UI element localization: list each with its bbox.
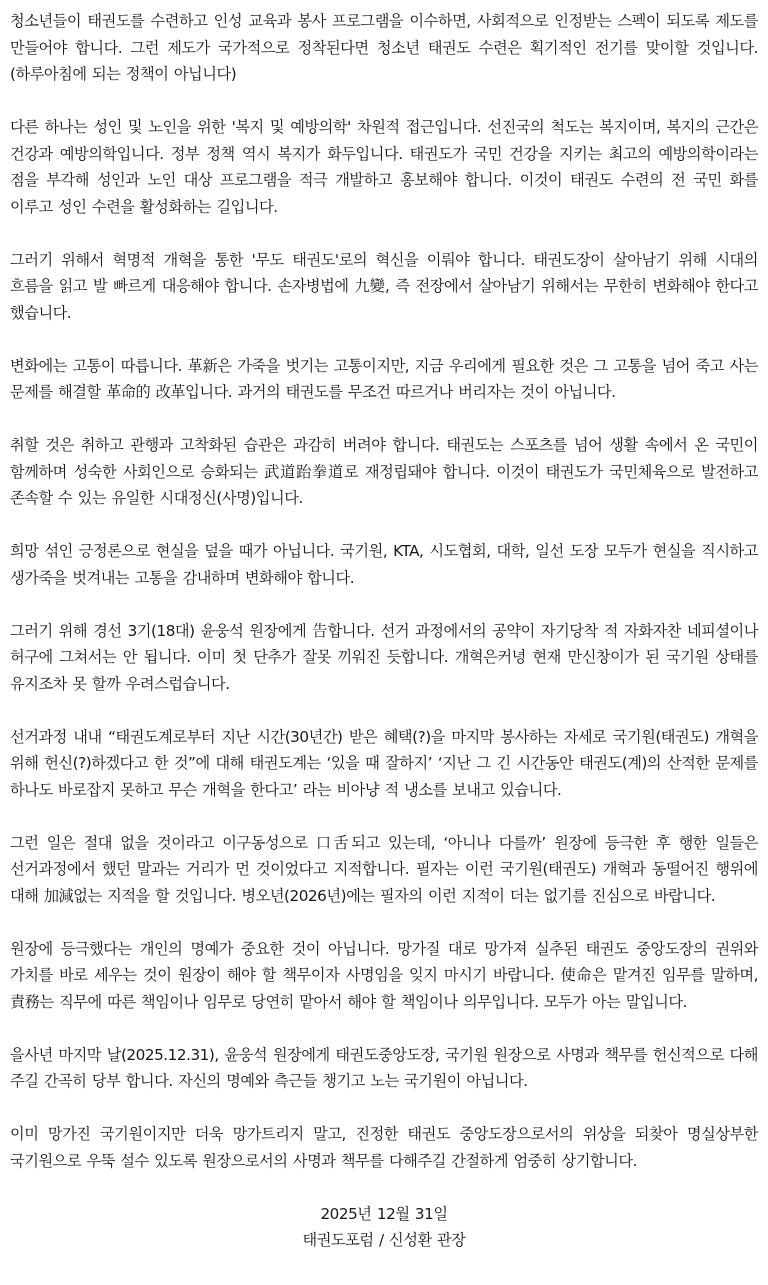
paragraph-9: 그런 일은 절대 없을 것이라고 이구동성으로 口舌되고 있는데, ‘아니나 다를까’ 원장에 등극한 후 행한 일들은 선거과정에서 했던 말과는 거리가 먼 것이었다고 지적합니다. 필자는 이런 국기원(태권도) 개혁과 동떨어진 행위에 대해 加減없는 지적을 할 것입니다. 병오년(2026년)에는 필자의 이런 지적이 더는 없기를 진심으로 바랍니다.	[10, 833, 758, 905]
paragraph-7: 그러기 위해 경선 3기(18대) 윤웅석 원장에게 告합니다. 선거 과정에서의 공약이 자기당착 적 자화자찬 네피셜이나 허구에 그쳐서는 안 됩니다. 이미 첫 단추가 잘못 끼워진 듯합니다. 개혁은커녕 현재 만신창이가 된 국기원 상태를 유지조차 못 할까 우려스럽습니다.	[10, 621, 758, 693]
paragraph-11: 을사년 마지막 날(2025.12.31), 윤웅석 원장에게 태권도중앙도장, 국기원 원장으로 사명과 책무를 헌신적으로 다해 주길 간곡히 당부 합니다. 자신의 명예와 측근들 챙기고 노는 국기원이 아닙니다.	[10, 1045, 758, 1090]
signature-date: 2025년 12월 31일	[320, 1204, 448, 1223]
signature-author: 태권도포럼 / 신성환 관장	[302, 1231, 466, 1249]
paragraph-3: 그러기 위해서 혁명적 개혁을 통한 '무도 태권도'로의 혁신을 이뤄야 합니다. 태권도장이 살아남기 위해 시대의 흐름을 읽고 발 빠르게 대응해야 합니다. 손자병법에 九變, 즉 전장에서 살아남기 위해서는 무한히 변화해야 한다고 했습니다.	[10, 250, 758, 322]
paragraph-10: 원장에 등극했다는 개인의 명예가 중요한 것이 아닙니다. 망가질 대로 망가져 실추된 태권도 중앙도장의 권위와 가치를 바로 세우는 것이 원장이 해야 할 책무이자 사명임을 잊지 마시기 바랍니다. 使命은 맡겨진 임무를 말하며, 責務는 직무에 따른 책임이나 임무로 당연히 맡아서 해야 할 책임이나 의무입니다. 모두가 아는 말입니다.	[10, 939, 758, 1011]
paragraph-8: 선거과정 내내 “태권도계로부터 지난 시간(30년간) 받은 혜택(?)을 마지막 봉사하는 자세로 국기원(태권도) 개혁을 위해 헌신(?)하겠다고 한 것”에 대해 태권도계는 ‘있을 때 잘하지’ ‘지난 그 긴 시간동안 태권도(계)의 산적한 문제를 하나도 바로잡지 못하고 무슨 개혁을 한다고’ 라는 비아냥 적 냉소를 보내고 있습니다.	[10, 727, 758, 799]
paragraph-1: 청소년들이 태권도를 수련하고 인성 교육과 봉사 프로그램을 이수하면, 사회적으로 인정받는 스펙이 되도록 제도를 만들어야 합니다. 그런 제도가 국가적으로 정착된다면 청소년 태권도 수련은 획기적인 전기를 맞이할 것입니다.(하루아침에 되는 정책이 아닙니다)	[10, 12, 758, 83]
signature-block	[10, 1201, 758, 1254]
paragraph-5: 취할 것은 취하고 관행과 고착화된 습관은 과감히 버려야 합니다. 태권도는 스포츠를 넘어 생활 속에서 온 국민이 함께하며 성숙한 사회인으로 승화되는 武道跆拳道로 재정립돼야 합니다. 이것이 태권도가 국민체육으로 발전하고 존속할 수 있는 유일한 시대정신(사명)입니다.	[10, 436, 758, 507]
paragraph-6: 희망 섞인 긍정론으로 현실을 덮을 때가 아닙니다. 국기원, KTA, 시도협회, 대학, 일선 도장 모두가 현실을 직시하고 생가죽을 벗겨내는 고통을 감내하며 변화해야 합니다.	[10, 542, 758, 587]
paragraph-12: 이미 망가진 국기원이지만 더욱 망가트리지 말고, 진정한 태권도 중앙도장으로서의 위상을 되찾아 명실상부한 국기원으로 우뚝 설수 있도록 원장으로서의 사명과 책무를 다해주길 간절하게 엄중히 상기합니다.	[10, 1125, 758, 1170]
paragraph-4: 변화에는 고통이 따릅니다. 革新은 가죽을 벗기는 고통이지만, 지금 우리에게 필요한 것은 그 고통을 넘어 죽고 사는 문제를 해결할 革命的 改革입니다. 과거의 태권도를 무조건 따르거나 버리자는 것이 아닙니다.	[10, 356, 758, 401]
paragraph-2: 다른 하나는 성인 및 노인을 위한 '복지 및 예방의학' 차원적 접근입니다. 선진국의 척도는 복지이며, 복지의 근간은 건강과 예방의학입니다. 정부 정책 역시 복지가 화두입니다. 태권도가 국민 건강을 지키는 최고의 예방의학이라는 점을 부각해 성인과 노인 대상 프로그램을 적극 개발하고 홍보해야 합니다. 이것이 태권도 수련의 전 국민 화를 이루고 성인 수련을 활성화하는 길입니다.	[10, 118, 758, 216]
